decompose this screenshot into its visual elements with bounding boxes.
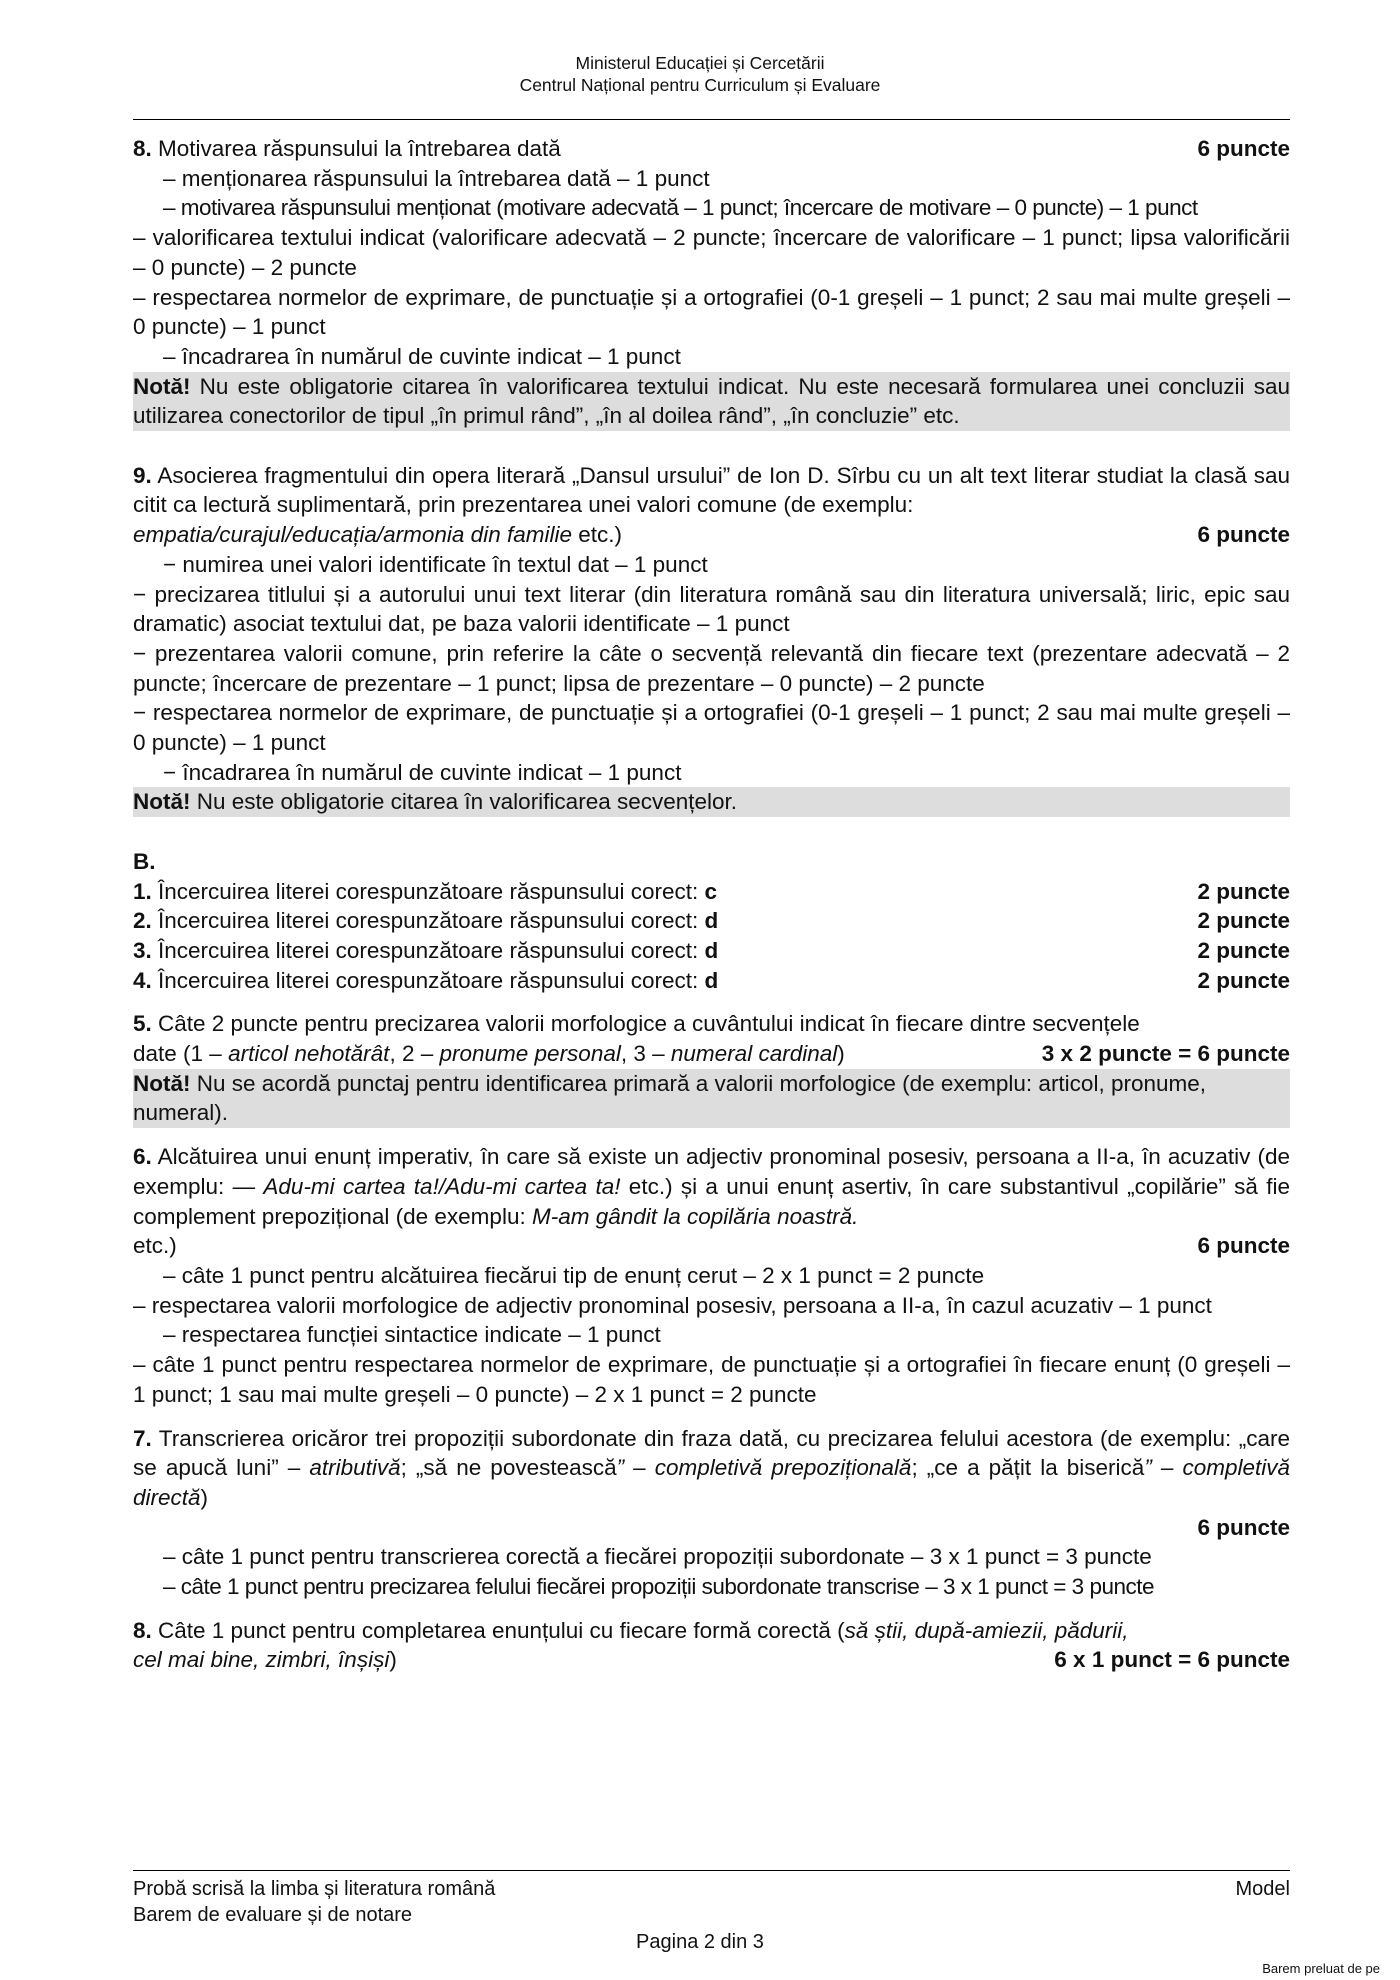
item-a8-title	[133, 134, 1290, 164]
example-1: Adu-mi cartea ta!/Adu-mi cartea ta!	[263, 1173, 621, 1199]
item-points: 6 x 1 punct = 6 puncte	[1054, 1647, 1290, 1673]
item-answer: c	[704, 878, 718, 904]
item-a9-example-line	[133, 520, 1290, 550]
section-b-label: B.	[133, 848, 156, 874]
item-text: )	[200, 1484, 209, 1510]
criterion: – câte 1 punct pentru alcătuirea fiecărui tip de enunț cerut – 2 x 1 punct = 2 puncte	[163, 1262, 985, 1288]
item-points: 3 x 2 puncte = 6 puncte	[1041, 1041, 1290, 1067]
criterion: – motivarea răspunsului menționat (motivare adecvată – 1 punct; încercare de motivare – 0 puncte) – 1 punct	[163, 195, 1198, 221]
item-number: 4.	[133, 967, 152, 993]
item-points: 2 puncte	[1197, 937, 1290, 963]
example-1: atributivă	[309, 1455, 401, 1481]
note-text: Nu se acordă punctaj pentru identificarea primară a valorii morfologice (de exemplu: articol, pronume, numeral).	[133, 1070, 1206, 1126]
item-title: Motivarea răspunsului la întrebarea dată	[158, 136, 561, 161]
criterion: – încadrarea în numărul de cuvinte indicat – 1 punct	[163, 343, 681, 369]
item-text: Câte 2 puncte pentru precizarea valorii morfologice a cuvântului indicat în fiecare dintre secvențele	[151, 1011, 1140, 1037]
criterion: – respectarea normelor de exprimare, de punctuație și a ortografiei (0-1 greșeli – 1 punct; 2 sau mai multe greșeli – 0 puncte) – 1 punct	[133, 284, 1290, 340]
footer-exam-title: Probă scrisă la limba și literatura română	[133, 1878, 496, 1900]
item-b6-text	[133, 1142, 1290, 1231]
criterion: – câte 1 punct pentru transcrierea corectă a fiecărei propoziții subordonate – 3 x 1 punct = 3 puncte	[163, 1544, 1152, 1570]
item-b7	[133, 1424, 1290, 1602]
note-text: Nu este obligatorie citarea în valorificarea secvențelor.	[190, 789, 738, 815]
answer-text: , 3 –	[620, 1041, 671, 1067]
criterion: – menționarea răspunsului la întrebarea dată – 1 punct	[163, 165, 710, 191]
item-text: ; „să ne povestească	[400, 1455, 617, 1481]
item-intro: Asocierea fragmentului din opera literară „Dansul ursului” de Ion D. Sîrbu cu un alt text literar studiat la clasă sau citit ca lectură suplimentară, prin prezentarea unei valori comune (de exemplu:	[133, 462, 1291, 518]
item-b8-text	[133, 1616, 1290, 1646]
item-b8	[133, 1616, 1290, 1675]
header-center: Centrul Național pentru Curriculum și Evaluare	[519, 75, 881, 95]
item-text: Încercuirea literei corespunzătoare răspunsului corect:	[151, 878, 705, 904]
criterion: – valorificarea textului indicat (valorificare adecvată – 2 puncte; încercare de valorificare – 1 punct; lipsa valorificării – 0 puncte) – 2 puncte	[133, 225, 1290, 280]
item-text: ; „ce a pățit la biserică	[911, 1455, 1145, 1481]
header-divider	[133, 119, 1290, 120]
header-ministry: Ministerul Educației și Cercetării	[575, 53, 825, 73]
item-text: )	[389, 1647, 397, 1673]
item-number: 1.	[133, 878, 152, 904]
answer-text: )	[837, 1041, 845, 1067]
note-box	[133, 372, 1290, 431]
criterion: − numirea unei valori identificate în textul dat – 1 punct	[163, 551, 708, 577]
footer-model: Model	[1235, 1878, 1290, 1900]
page-header	[0, 52, 1400, 96]
criterion: − prezentarea valorii comune, prin referire la câte o secvență relevantă din fiecare text (prezentare adecvată – 2 puncte; încercare de prezentare – 1 punct; lipsa de prezentare – 0 puncte) – 2 puncte	[133, 640, 1290, 696]
item-number: 6.	[133, 1144, 152, 1170]
footer-barem-label: Barem de evaluare și de notare	[133, 1904, 413, 1926]
example-2: ” – completivă prepozițională	[616, 1455, 912, 1481]
note-box	[133, 1069, 1290, 1128]
example-values: empatia/curajul/educația/armonia din familie	[133, 522, 572, 548]
page-number: Pagina 2 din 3	[636, 1931, 764, 1953]
note-label: Notă!	[133, 1070, 191, 1096]
document-body	[133, 134, 1290, 1675]
item-number: 8.	[133, 136, 152, 161]
item-b7-points-line	[133, 1513, 1290, 1543]
item-points: 2 puncte	[1197, 908, 1290, 934]
example-3: ” – completivă directă	[133, 1455, 1290, 1510]
item-text: Încercuirea literei corespunzătoare răspunsului corect:	[151, 908, 705, 934]
item-b8-points-line	[133, 1645, 1290, 1675]
answer-forms: cel mai bine, zimbri, înșiși	[133, 1647, 390, 1673]
item-text: etc.) și a unui enunț asertiv, în care substantivul „copilărie” să fie complement prepozițional (de exemplu:	[133, 1173, 1290, 1229]
item-b6-points-line	[133, 1231, 1290, 1261]
item-answer: d	[704, 967, 719, 993]
item-answer: d	[704, 937, 719, 963]
item-answer: d	[704, 908, 719, 934]
item-number: 7.	[133, 1425, 152, 1451]
criterion: – respectarea valorii morfologice de adjectiv pronominal posesiv, persoana a II-a, în cazul acuzativ – 1 punct	[133, 1292, 1212, 1318]
item-points: 6 puncte	[1197, 1233, 1290, 1259]
item-a9	[133, 461, 1290, 817]
item-text: Transcrierea oricăror trei propoziții subordonate din fraza dată, cu precizarea felului acestora (de exemplu: „care se apucă luni” –	[133, 1425, 1290, 1481]
item-text: Încercuirea literei corespunzătoare răspunsului corect:	[151, 937, 705, 963]
item-text: Câte 1 punct pentru completarea enunțului cu fiecare formă corectă (	[151, 1617, 845, 1643]
item-b2	[133, 906, 1290, 936]
note-box	[133, 787, 1290, 817]
item-b3	[133, 936, 1290, 966]
criterion: − încadrarea în numărul de cuvinte indicat – 1 punct	[163, 759, 682, 785]
item-number: 2.	[133, 908, 152, 934]
answer-1: articol nehotărât	[228, 1041, 390, 1067]
item-b6	[133, 1142, 1290, 1409]
item-b4	[133, 966, 1290, 996]
item-points: 6 puncte	[1197, 1514, 1290, 1540]
note-label: Notă!	[133, 373, 191, 399]
criterion: – câte 1 punct pentru precizarea felului fiecărei propoziții subordonate transcrise – 3 x 1 punct = 3 puncte	[163, 1574, 1154, 1600]
item-text: Încercuirea literei corespunzătoare răspunsului corect:	[151, 967, 705, 993]
item-a9-intro	[133, 461, 1290, 520]
answer-2: pronume personal	[439, 1041, 621, 1067]
answer-3: numeral cardinal	[670, 1041, 838, 1067]
page-footer	[133, 1876, 1290, 1928]
criterion: − precizarea titlului și a autorului unui text literar (din literatura română sau din literatura universală; liric, epic sau dramatic) asociat textului dat, pe baza valorii identificate – 1 punct	[133, 581, 1290, 637]
item-b5-answers	[133, 1039, 1290, 1069]
item-b7-text	[133, 1424, 1290, 1513]
item-points: 6 puncte	[1197, 522, 1290, 548]
criterion: – respectarea funcției sintactice indicate – 1 punct	[163, 1322, 661, 1348]
note-text: Nu este obligatorie citarea în valorificarea textului indicat. Nu este necesară formularea unei concluzii sau utilizarea conectorilor de tipul „în primul rând”, „în al doilea rând”, „în concluzie” etc.	[133, 373, 1290, 429]
example-etc: etc.)	[571, 522, 622, 548]
item-b5	[133, 1009, 1290, 1128]
item-number: 9.	[133, 462, 152, 488]
source-note: Barem preluat de pe	[1262, 1961, 1380, 1976]
item-b1	[133, 877, 1290, 907]
example-etc: etc.)	[133, 1233, 177, 1259]
criterion: – câte 1 punct pentru respectarea normelor de exprimare, de punctuație și a ortografiei în fiecare enunț (0 greșeli – 1 punct; 1 sau mai multe greșeli – 0 puncte) – 2 x 1 punct = 2 puncte	[133, 1352, 1290, 1407]
example-2: M-am gândit la copilăria noastră.	[531, 1203, 859, 1229]
footer-divider	[133, 1870, 1290, 1871]
item-number: 3.	[133, 937, 152, 963]
item-a8	[133, 134, 1290, 431]
item-points: 2 puncte	[1197, 878, 1290, 904]
answer-text: date (1 –	[133, 1041, 229, 1067]
item-text: Alcătuirea unui enunț imperativ, în care să existe un adjectiv pronominal posesiv, persoana a II-a, în acuzativ (de exemplu: —	[133, 1144, 1290, 1199]
item-number: 8.	[133, 1617, 152, 1643]
item-number: 5.	[133, 1011, 152, 1037]
item-points: 2 puncte	[1197, 967, 1290, 993]
note-label: Notă!	[133, 789, 191, 815]
criterion: − respectarea normelor de exprimare, de punctuație și a ortografiei (0-1 greșeli – 1 punct; 2 sau mai multe greșeli – 0 puncte) – 1 punct	[133, 700, 1290, 756]
item-b5-text	[133, 1009, 1290, 1039]
item-points: 6 puncte	[1197, 136, 1290, 161]
answer-forms: să știi, după-amiezii, pădurii,	[844, 1617, 1129, 1643]
answer-text: , 2 –	[389, 1041, 440, 1067]
